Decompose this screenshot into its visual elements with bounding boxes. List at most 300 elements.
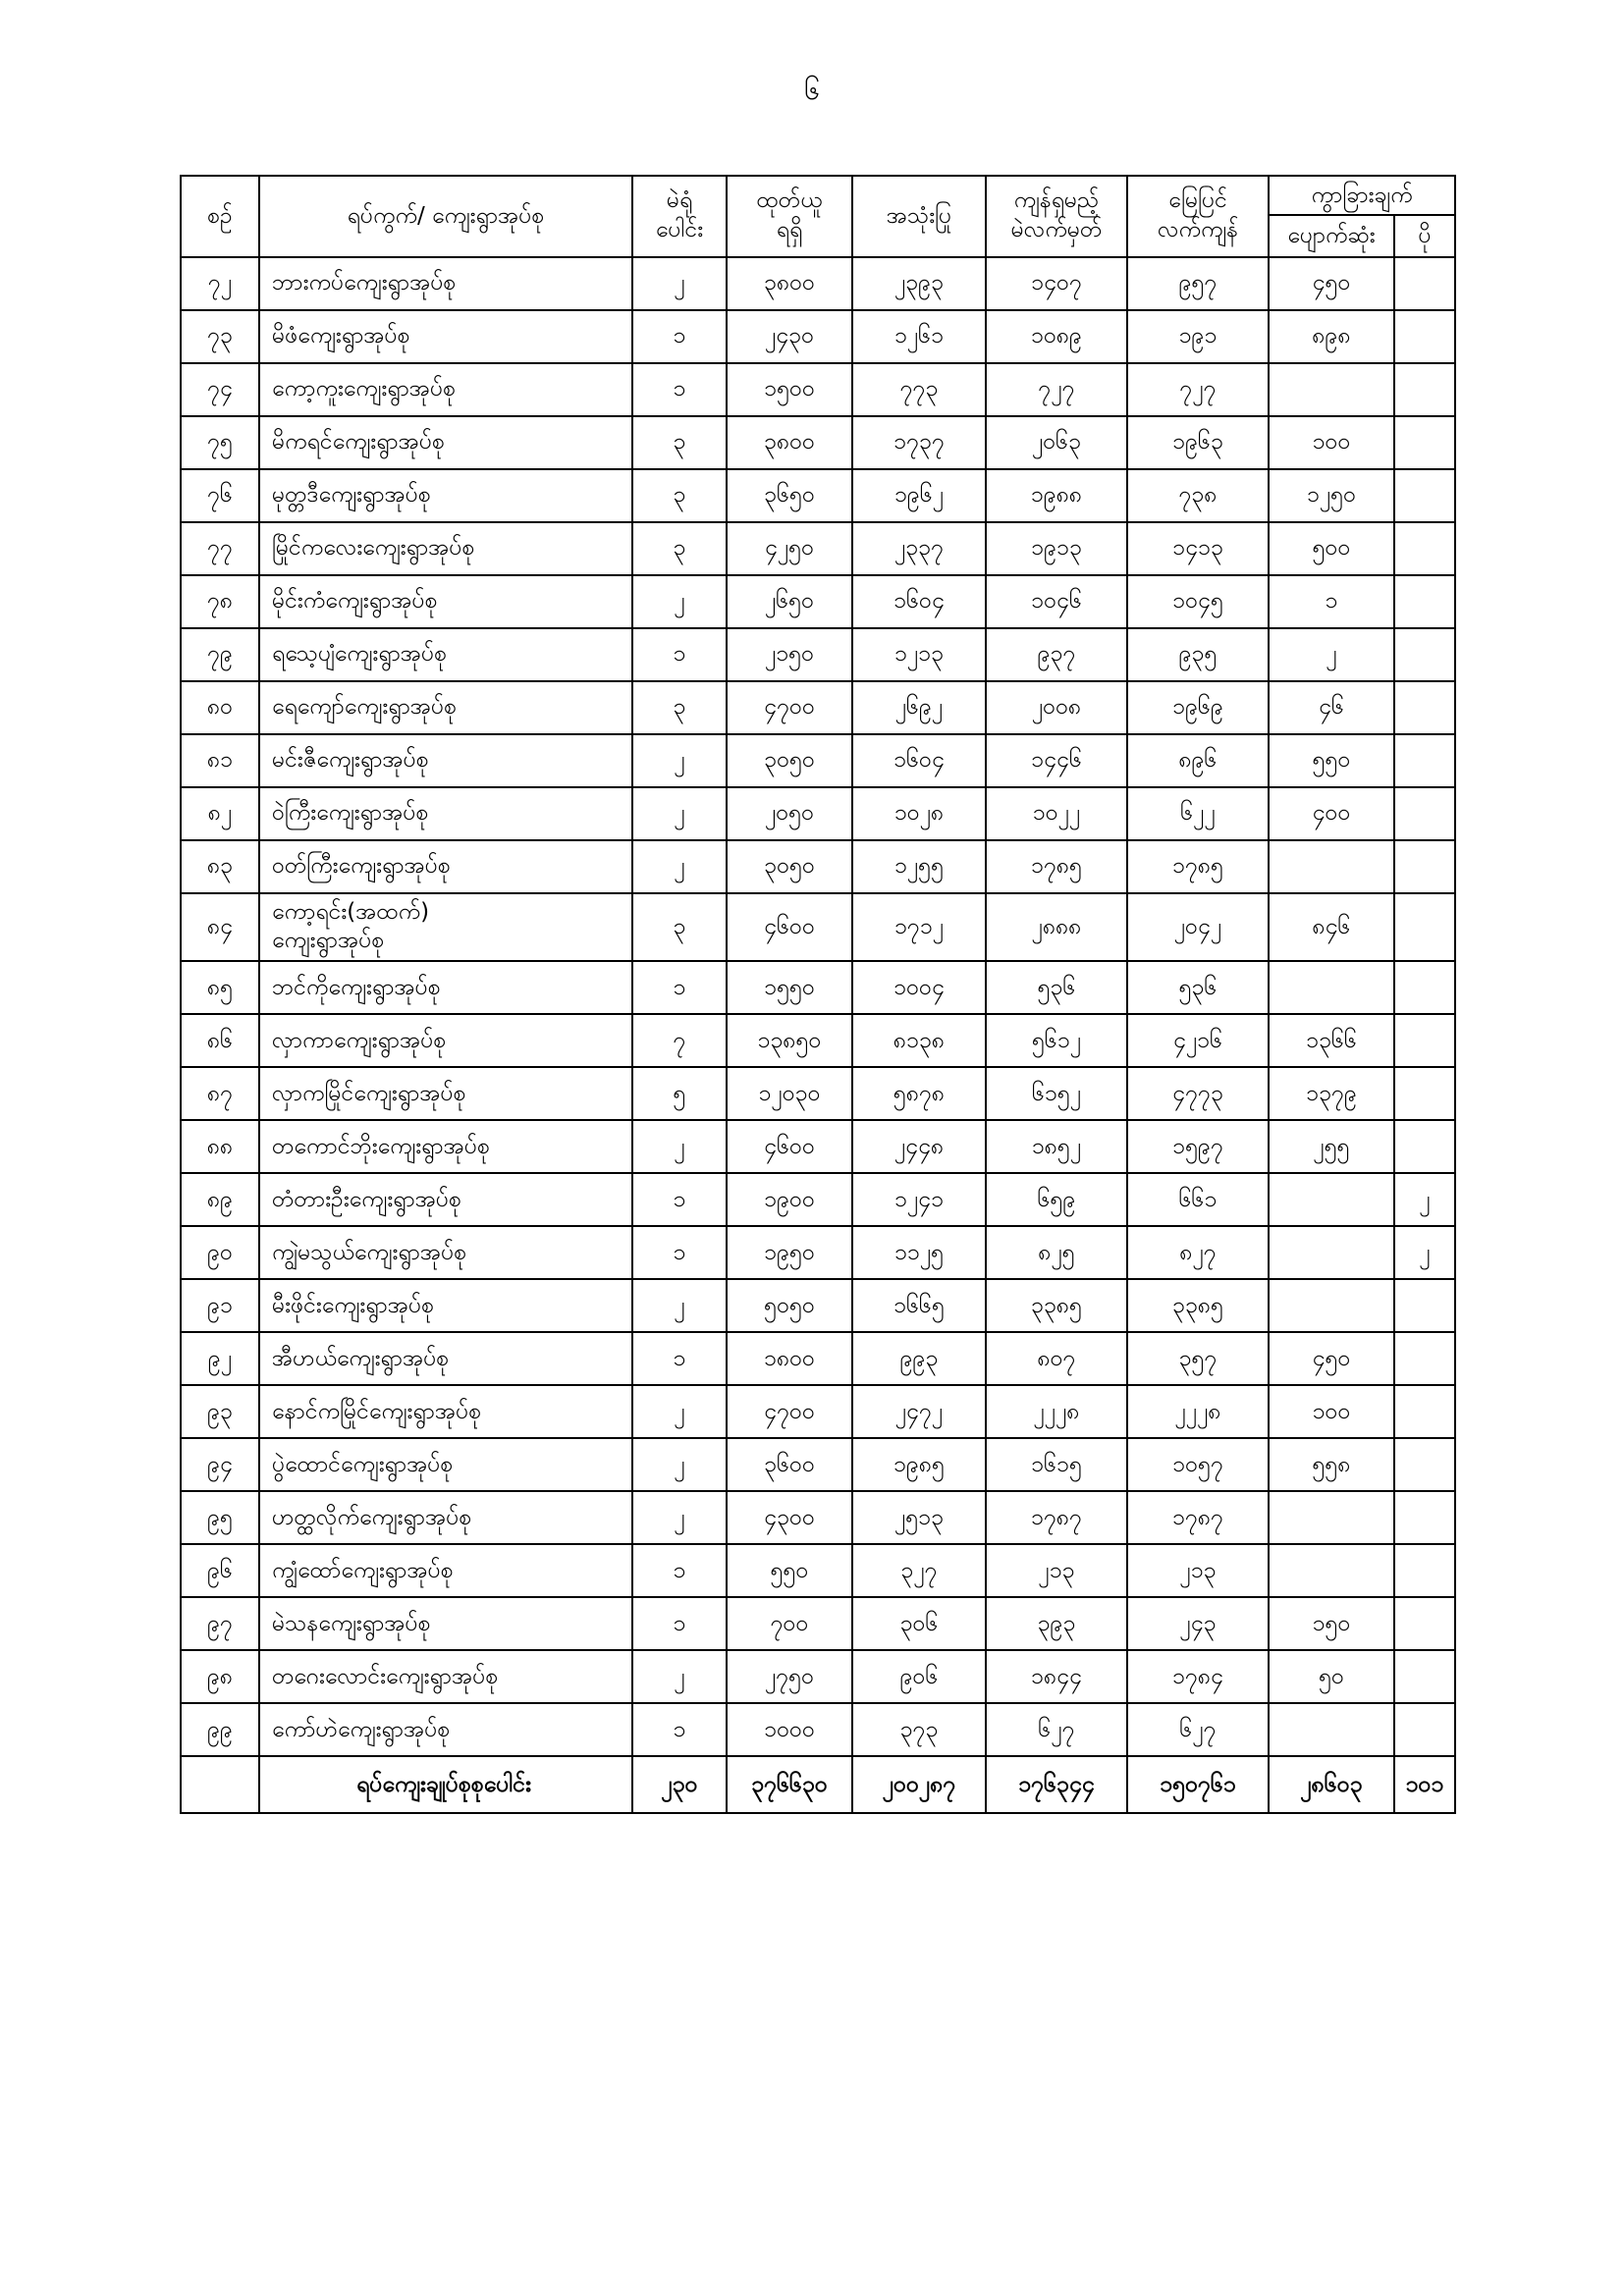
cell-difference-lost: ၅၀ — [1269, 1650, 1394, 1703]
cell-ground: ၆၂၇ — [1127, 1703, 1269, 1756]
table-row — [181, 1544, 1455, 1597]
cell-issued: ၅၀၅၀ — [727, 1279, 852, 1332]
table-row — [181, 734, 1455, 787]
cell-no: ၉၄ — [181, 1438, 259, 1491]
total-cell-issued: ၃၇၆၆၃၀ — [727, 1756, 852, 1813]
cell-issued: ၄၆၀၀ — [727, 1120, 852, 1173]
cell-difference-extra — [1394, 787, 1455, 840]
table-body — [181, 257, 1455, 1814]
cell-village-count: ၁ — [632, 1597, 727, 1650]
cell-remaining: ၆၅၉ — [986, 1173, 1127, 1226]
total-cell-difference-lost: ၂၈၆၀၃ — [1269, 1756, 1394, 1813]
cell-name: ကျွံထော်ကျေးရွာအုပ်စု — [259, 1544, 632, 1597]
cell-difference-extra: ၂ — [1394, 1226, 1455, 1279]
cell-difference-extra — [1394, 1332, 1455, 1385]
cell-ground: ၁၇၈၇ — [1127, 1491, 1269, 1544]
cell-difference-lost — [1269, 1279, 1394, 1332]
cell-name: ဝဲကြီးကျေးရွာအုပ်စု — [259, 787, 632, 840]
cell-ground: ၄၂၁၆ — [1127, 1014, 1269, 1067]
cell-total-used: ၁၂၅၅ — [852, 840, 986, 893]
cell-village-count: ၇ — [632, 1014, 727, 1067]
cell-difference-lost: ၁၀၀ — [1269, 1385, 1394, 1438]
cell-village-count: ၁ — [632, 628, 727, 681]
cell-village-count: ၃ — [632, 522, 727, 575]
cell-village-count: ၃ — [632, 681, 727, 734]
cell-no: ၉၆ — [181, 1544, 259, 1597]
cell-difference-extra — [1394, 1650, 1455, 1703]
cell-no: ၉၉ — [181, 1703, 259, 1756]
cell-total-used: ၁၇၃၇ — [852, 416, 986, 469]
cell-ground: ၆၆၁ — [1127, 1173, 1269, 1226]
cell-total-used: ၁၆၀၄ — [852, 575, 986, 628]
cell-village-count: ၁ — [632, 961, 727, 1014]
cell-remaining: ၁၈၄၄ — [986, 1650, 1127, 1703]
cell-no: ၉၅ — [181, 1491, 259, 1544]
cell-difference-extra — [1394, 1597, 1455, 1650]
table-row — [181, 1438, 1455, 1491]
header-no: စဥ် — [181, 176, 259, 257]
cell-no: ၈၀ — [181, 681, 259, 734]
cell-remaining: ၁၈၅၂ — [986, 1120, 1127, 1173]
cell-difference-lost: ၂၅၅ — [1269, 1120, 1394, 1173]
cell-ground: ၂၂၂၈ — [1127, 1385, 1269, 1438]
cell-total-used: ၂၃၉၃ — [852, 257, 986, 310]
cell-village-count: ၁ — [632, 1226, 727, 1279]
cell-total-used: ၁၂၄၁ — [852, 1173, 986, 1226]
cell-issued: ၇၀၀ — [727, 1597, 852, 1650]
cell-issued: ၂၆၅၀ — [727, 575, 852, 628]
header-issued-line2: ရရှိ — [776, 217, 803, 243]
cell-no: ၇၅ — [181, 416, 259, 469]
header-difference: ကွာခြားချက် — [1269, 176, 1455, 215]
cell-difference-lost: ၂ — [1269, 628, 1394, 681]
cell-total-used: ၉၀၆ — [852, 1650, 986, 1703]
cell-village-count: ၂ — [632, 257, 727, 310]
cell-difference-extra — [1394, 310, 1455, 363]
header-village-count — [632, 176, 727, 257]
cell-remaining: ၁၇၈၇ — [986, 1491, 1127, 1544]
table-row — [181, 681, 1455, 734]
cell-ground: ၁၅၉၇ — [1127, 1120, 1269, 1173]
table-row — [181, 1491, 1455, 1544]
cell-no: ၈၉ — [181, 1173, 259, 1226]
table-row — [181, 310, 1455, 363]
cell-no: ၇၇ — [181, 522, 259, 575]
header-issued — [727, 176, 852, 257]
table-row — [181, 1120, 1455, 1173]
cell-issued: ၂၄၃၀ — [727, 310, 852, 363]
cell-total-used: ၂၅၁၃ — [852, 1491, 986, 1544]
cell-name: မင်းဇီကျေးရွာအုပ်စု — [259, 734, 632, 787]
table-row — [181, 1332, 1455, 1385]
cell-difference-lost: ၈၉၈ — [1269, 310, 1394, 363]
cell-total-used: ၂၆၉၂ — [852, 681, 986, 734]
cell-issued: ၂၁၅၀ — [727, 628, 852, 681]
cell-issued: ၃၈၀၀ — [727, 416, 852, 469]
cell-village-count: ၃ — [632, 469, 727, 522]
cell-name: ဘင်ကိုကျေးရွာအုပ်စု — [259, 961, 632, 1014]
table-row — [181, 1014, 1455, 1067]
cell-village-count: ၁ — [632, 310, 727, 363]
cell-issued: ၁၃၈၅၀ — [727, 1014, 852, 1067]
cell-difference-lost — [1269, 1703, 1394, 1756]
cell-remaining: ၁၄၄၆ — [986, 734, 1127, 787]
cell-difference-extra: ၂ — [1394, 1173, 1455, 1226]
table-row — [181, 522, 1455, 575]
table-row — [181, 628, 1455, 681]
total-cell-total-used: ၂၀၀၂၈၇ — [852, 1756, 986, 1813]
cell-no: ၈၃ — [181, 840, 259, 893]
cell-village-count: ၂ — [632, 1385, 727, 1438]
cell-issued: ၁၂၀၃၀ — [727, 1067, 852, 1120]
cell-issued: ၃၈၀၀ — [727, 257, 852, 310]
cell-ground: ၁၇၈၅ — [1127, 840, 1269, 893]
header-remaining — [986, 176, 1127, 257]
cell-difference-extra — [1394, 734, 1455, 787]
table-row — [181, 1597, 1455, 1650]
cell-difference-lost: ၅၀၀ — [1269, 522, 1394, 575]
table-row — [181, 1067, 1455, 1120]
cell-name: ကော်ဟဲကျေးရွာအုပ်စု — [259, 1703, 632, 1756]
cell-difference-extra — [1394, 1544, 1455, 1597]
cell-difference-extra — [1394, 1491, 1455, 1544]
cell-total-used: ၁၉၈၅ — [852, 1438, 986, 1491]
cell-line: ကျေးရွာအုပ်စု — [272, 928, 385, 954]
table-row — [181, 1226, 1455, 1279]
cell-no: ၇၈ — [181, 575, 259, 628]
cell-difference-extra — [1394, 840, 1455, 893]
cell-village-count: ၁ — [632, 1173, 727, 1226]
cell-name: မြိုင်ကလေးကျေးရွာအုပ်စု — [259, 522, 632, 575]
cell-no: ၉၂ — [181, 1332, 259, 1385]
cell-name — [259, 893, 632, 962]
header-difference-lost: ပျောက်ဆုံး — [1269, 215, 1394, 257]
cell-total-used: ၃၂၇ — [852, 1544, 986, 1597]
cell-ground: ၉၃၅ — [1127, 628, 1269, 681]
cell-remaining: ၆၂၇ — [986, 1703, 1127, 1756]
cell-remaining: ၁၆၁၅ — [986, 1438, 1127, 1491]
cell-total-used: ၁၀၀၄ — [852, 961, 986, 1014]
cell-village-count: ၂ — [632, 1438, 727, 1491]
cell-name: ဝတ်ကြီးကျေးရွာအုပ်စု — [259, 840, 632, 893]
cell-difference-lost: ၅၅၀ — [1269, 734, 1394, 787]
cell-no: ၇၂ — [181, 257, 259, 310]
table-row — [181, 257, 1455, 310]
cell-no: ၈၄ — [181, 893, 259, 962]
cell-difference-extra — [1394, 522, 1455, 575]
cell-issued: ၁၅၅၀ — [727, 961, 852, 1014]
cell-name: ကော့ကူးကျေးရွာအုပ်စု — [259, 363, 632, 416]
cell-difference-extra — [1394, 363, 1455, 416]
cell-difference-extra — [1394, 575, 1455, 628]
cell-village-count: ၃ — [632, 416, 727, 469]
cell-remaining: ၃၃၈၅ — [986, 1279, 1127, 1332]
cell-no: ၉၇ — [181, 1597, 259, 1650]
cell-issued: ၂၇၅၀ — [727, 1650, 852, 1703]
cell-issued: ၄၇၀၀ — [727, 1385, 852, 1438]
cell-issued: ၁၉၀၀ — [727, 1173, 852, 1226]
cell-remaining: ၁၀၈၉ — [986, 310, 1127, 363]
cell-village-count: ၂ — [632, 1279, 727, 1332]
cell-remaining: ၂၀၆၃ — [986, 416, 1127, 469]
cell-difference-extra — [1394, 1067, 1455, 1120]
cell-issued: ၄၃၀၀ — [727, 1491, 852, 1544]
cell-name: ဟတ္ထလိုက်ကျေးရွာအုပ်စု — [259, 1491, 632, 1544]
cell-remaining: ၁၉၁၃ — [986, 522, 1127, 575]
cell-no: ၉၁ — [181, 1279, 259, 1332]
cell-remaining: ၁၀၂၂ — [986, 787, 1127, 840]
cell-difference-lost: ၁၀၀ — [1269, 416, 1394, 469]
cell-name: မီးဖိုင်းကျေးရွာအုပ်စု — [259, 1279, 632, 1332]
cell-remaining: ၁၉၈၈ — [986, 469, 1127, 522]
table-row — [181, 469, 1455, 522]
cell-name: နောင်ကမြိုင်ကျေးရွာအုပ်စု — [259, 1385, 632, 1438]
cell-name: လှာကမြိုင်ကျေးရွာအုပ်စု — [259, 1067, 632, 1120]
cell-ground: ၁၇၈၄ — [1127, 1650, 1269, 1703]
cell-total-used: ၁၁၂၅ — [852, 1226, 986, 1279]
cell-ground: ၈၉၆ — [1127, 734, 1269, 787]
cell-difference-extra — [1394, 893, 1455, 962]
cell-village-count: ၂ — [632, 1491, 727, 1544]
table-row — [181, 1650, 1455, 1703]
total-cell-village-count: ၂၃၀ — [632, 1756, 727, 1813]
cell-issued: ၄၇၀၀ — [727, 681, 852, 734]
cell-no: ၈၆ — [181, 1014, 259, 1067]
total-cell-label: ရပ်ကျေးချုပ်စုစုပေါင်း — [259, 1756, 632, 1813]
cell-no: ၈၈ — [181, 1120, 259, 1173]
cell-difference-lost — [1269, 961, 1394, 1014]
cell-remaining: ၁၀၄၆ — [986, 575, 1127, 628]
header-village-count-line1: မဲရုံ — [666, 187, 693, 214]
cell-difference-lost: ၁၅၀ — [1269, 1597, 1394, 1650]
cell-no: ၈၁ — [181, 734, 259, 787]
cell-village-count: ၂ — [632, 840, 727, 893]
cell-no: ၉၀ — [181, 1226, 259, 1279]
cell-difference-extra — [1394, 1438, 1455, 1491]
cell-name: အီဟယ်ကျေးရွာအုပ်စု — [259, 1332, 632, 1385]
header-name: ရပ်ကွက်/ ကျေးရွာအုပ်စု — [259, 176, 632, 257]
cell-remaining: ၅၆၁၂ — [986, 1014, 1127, 1067]
cell-difference-lost: ၁၃၆၆ — [1269, 1014, 1394, 1067]
table-row — [181, 1385, 1455, 1438]
cell-issued: ၁၀၀၀ — [727, 1703, 852, 1756]
cell-issued: ၄၆၀၀ — [727, 893, 852, 962]
cell-remaining: ၇၂၇ — [986, 363, 1127, 416]
cell-line: ကော့ရင်း(အထက်) — [272, 898, 430, 925]
cell-difference-lost — [1269, 1226, 1394, 1279]
cell-difference-lost — [1269, 1173, 1394, 1226]
cell-name: မဲသနကျေးရွာအုပ်စု — [259, 1597, 632, 1650]
cell-village-count: ၂ — [632, 575, 727, 628]
cell-difference-extra — [1394, 1014, 1455, 1067]
table-row — [181, 840, 1455, 893]
cell-difference-lost: ၁၃၇၉ — [1269, 1067, 1394, 1120]
cell-no: ၇၃ — [181, 310, 259, 363]
cell-no: ၈၂ — [181, 787, 259, 840]
cell-ground: ၇၃၈ — [1127, 469, 1269, 522]
cell-name: မိုင်းကံကျေးရွာအုပ်စု — [259, 575, 632, 628]
cell-remaining: ၂၁၃ — [986, 1544, 1127, 1597]
cell-total-used: ၃၀၆ — [852, 1597, 986, 1650]
table-row — [181, 1279, 1455, 1332]
cell-remaining: ၂၂၂၈ — [986, 1385, 1127, 1438]
cell-name: မိကရင်ကျေးရွာအုပ်စု — [259, 416, 632, 469]
cell-total-used: ၁၆၀၄ — [852, 734, 986, 787]
cell-issued: ၂၀၅၀ — [727, 787, 852, 840]
vote-summary-table — [180, 175, 1456, 1814]
cell-ground: ၁၉၆၉ — [1127, 681, 1269, 734]
cell-remaining: ၆၁၅၂ — [986, 1067, 1127, 1120]
cell-total-used: ၁၉၆၂ — [852, 469, 986, 522]
cell-village-count: ၃ — [632, 893, 727, 962]
header-issued-line1: ထုတ်ယူ — [756, 187, 823, 214]
cell-remaining: ၂၀၀၈ — [986, 681, 1127, 734]
header-total-used: အသုံးပြု — [852, 176, 986, 257]
table-header-row — [181, 176, 1455, 215]
table-row — [181, 416, 1455, 469]
cell-difference-extra — [1394, 416, 1455, 469]
cell-total-used: ၁၇၁၂ — [852, 893, 986, 962]
cell-no: ၉၃ — [181, 1385, 259, 1438]
cell-total-used: ၂၃၃၇ — [852, 522, 986, 575]
cell-remaining: ၉၃၇ — [986, 628, 1127, 681]
cell-ground: ၁၄၁၃ — [1127, 522, 1269, 575]
cell-issued: ၃၀၅၀ — [727, 734, 852, 787]
cell-village-count: ၁ — [632, 363, 727, 416]
cell-ground: ၇၂၇ — [1127, 363, 1269, 416]
cell-difference-lost: ၄၅၀ — [1269, 257, 1394, 310]
total-cell-no — [181, 1756, 259, 1813]
cell-village-count: ၁ — [632, 1332, 727, 1385]
cell-village-count: ၂ — [632, 1120, 727, 1173]
table-row — [181, 893, 1455, 962]
total-cell-ground: ၁၅၀၇၆၁ — [1127, 1756, 1269, 1813]
cell-name: ကျွဲမသွယ်ကျေးရွာအုပ်စု — [259, 1226, 632, 1279]
cell-ground: ၂၀၄၂ — [1127, 893, 1269, 962]
cell-difference-lost: ၄၀၀ — [1269, 787, 1394, 840]
total-cell-remaining: ၁၇၆၃၄၄ — [986, 1756, 1127, 1813]
cell-village-count: ၂ — [632, 734, 727, 787]
cell-name: ပွဲထောင်ကျေးရွာအုပ်စု — [259, 1438, 632, 1491]
cell-ground: ၁၉၆၃ — [1127, 416, 1269, 469]
page-number: ၆ — [804, 74, 820, 106]
cell-difference-lost: ၅၅၈ — [1269, 1438, 1394, 1491]
cell-remaining: ၁၄၀၇ — [986, 257, 1127, 310]
cell-issued: ၃၆၀၀ — [727, 1438, 852, 1491]
cell-name: မုတ္တဒီကျေးရွာအုပ်စု — [259, 469, 632, 522]
cell-issued: ၃၀၅၀ — [727, 840, 852, 893]
cell-remaining: ၅၃၆ — [986, 961, 1127, 1014]
cell-total-used: ၂၄၄၈ — [852, 1120, 986, 1173]
table-row — [181, 961, 1455, 1014]
cell-total-used: ၅၈၇၈ — [852, 1067, 986, 1120]
cell-difference-lost: ၄၆ — [1269, 681, 1394, 734]
cell-difference-lost: ၄၅၀ — [1269, 1332, 1394, 1385]
cell-difference-extra — [1394, 961, 1455, 1014]
cell-ground: ၁၀၅၇ — [1127, 1438, 1269, 1491]
cell-ground: ၃၃၈၅ — [1127, 1279, 1269, 1332]
cell-name: ရသေ့ပျံကျေးရွာအုပ်စု — [259, 628, 632, 681]
cell-issued: ၅၅၀ — [727, 1544, 852, 1597]
cell-ground: ၃၅၇ — [1127, 1332, 1269, 1385]
cell-difference-lost — [1269, 1544, 1394, 1597]
cell-no: ၈၅ — [181, 961, 259, 1014]
table-row — [181, 1703, 1455, 1756]
cell-difference-extra — [1394, 1279, 1455, 1332]
cell-total-used: ၁၂၆၁ — [852, 310, 986, 363]
header-village-count-line2: ပေါင်း — [655, 217, 704, 243]
cell-difference-extra — [1394, 681, 1455, 734]
cell-issued: ၁၅၀၀ — [727, 363, 852, 416]
table-row — [181, 575, 1455, 628]
cell-village-count: ၁ — [632, 1544, 727, 1597]
cell-ground: ၁၀၄၅ — [1127, 575, 1269, 628]
cell-difference-lost: ၁၂၅၀ — [1269, 469, 1394, 522]
total-cell-difference-extra: ၁၀၁ — [1394, 1756, 1455, 1813]
cell-name: ရေကျော်ကျေးရွာအုပ်စု — [259, 681, 632, 734]
cell-ground: ၈၂၇ — [1127, 1226, 1269, 1279]
cell-difference-lost: ၁ — [1269, 575, 1394, 628]
table-row — [181, 363, 1455, 416]
cell-difference-extra — [1394, 1703, 1455, 1756]
cell-name: တံတားဦးကျေးရွာအုပ်စု — [259, 1173, 632, 1226]
cell-ground: ၁၉၁ — [1127, 310, 1269, 363]
cell-total-used: ၁၆၆၅ — [852, 1279, 986, 1332]
header-remaining-line2: မဲလက်မှတ် — [1010, 217, 1103, 243]
cell-ground: ၉၅၇ — [1127, 257, 1269, 310]
cell-issued: ၄၂၅၀ — [727, 522, 852, 575]
cell-remaining: ၁၇၈၅ — [986, 840, 1127, 893]
header-ground-line2: လက်ကျန် — [1157, 217, 1239, 243]
cell-issued: ၁၉၅၀ — [727, 1226, 852, 1279]
cell-total-used: ၈၁၃၈ — [852, 1014, 986, 1067]
cell-ground: ၆၂၂ — [1127, 787, 1269, 840]
cell-difference-extra — [1394, 1120, 1455, 1173]
cell-no: ၈၇ — [181, 1067, 259, 1120]
cell-total-used: ၁၂၁၃ — [852, 628, 986, 681]
cell-ground: ၄၇၇၃ — [1127, 1067, 1269, 1120]
cell-remaining: ၃၉၃ — [986, 1597, 1127, 1650]
cell-name: မိဖံကျေးရွာအုပ်စု — [259, 310, 632, 363]
cell-no: ၇၉ — [181, 628, 259, 681]
cell-total-used: ၇၇၃ — [852, 363, 986, 416]
cell-no: ၉၈ — [181, 1650, 259, 1703]
cell-remaining: ၂၈၈၈ — [986, 893, 1127, 962]
header-ground — [1127, 176, 1269, 257]
cell-ground: ၂၄၃ — [1127, 1597, 1269, 1650]
cell-total-used: ၃၇၃ — [852, 1703, 986, 1756]
cell-ground: ၅၃၆ — [1127, 961, 1269, 1014]
cell-village-count: ၁ — [632, 1703, 727, 1756]
cell-difference-lost — [1269, 363, 1394, 416]
cell-village-count: ၅ — [632, 1067, 727, 1120]
table-row — [181, 1173, 1455, 1226]
cell-issued: ၁၈၀၀ — [727, 1332, 852, 1385]
cell-remaining: ၈၂၅ — [986, 1226, 1127, 1279]
cell-name: တဂေးလောင်းကျေးရွာအုပ်စု — [259, 1650, 632, 1703]
vote-summary-table-container — [180, 175, 1444, 1814]
cell-ground: ၂၁၃ — [1127, 1544, 1269, 1597]
cell-difference-extra — [1394, 469, 1455, 522]
cell-name: ဘားကပ်ကျေးရွာအုပ်စု — [259, 257, 632, 310]
cell-issued: ၃၆၅၀ — [727, 469, 852, 522]
cell-no: ၇၄ — [181, 363, 259, 416]
table-total-row — [181, 1756, 1455, 1813]
cell-remaining: ၈၀၇ — [986, 1332, 1127, 1385]
cell-difference-extra — [1394, 1385, 1455, 1438]
cell-total-used: ၉၉၃ — [852, 1332, 986, 1385]
cell-difference-lost — [1269, 840, 1394, 893]
